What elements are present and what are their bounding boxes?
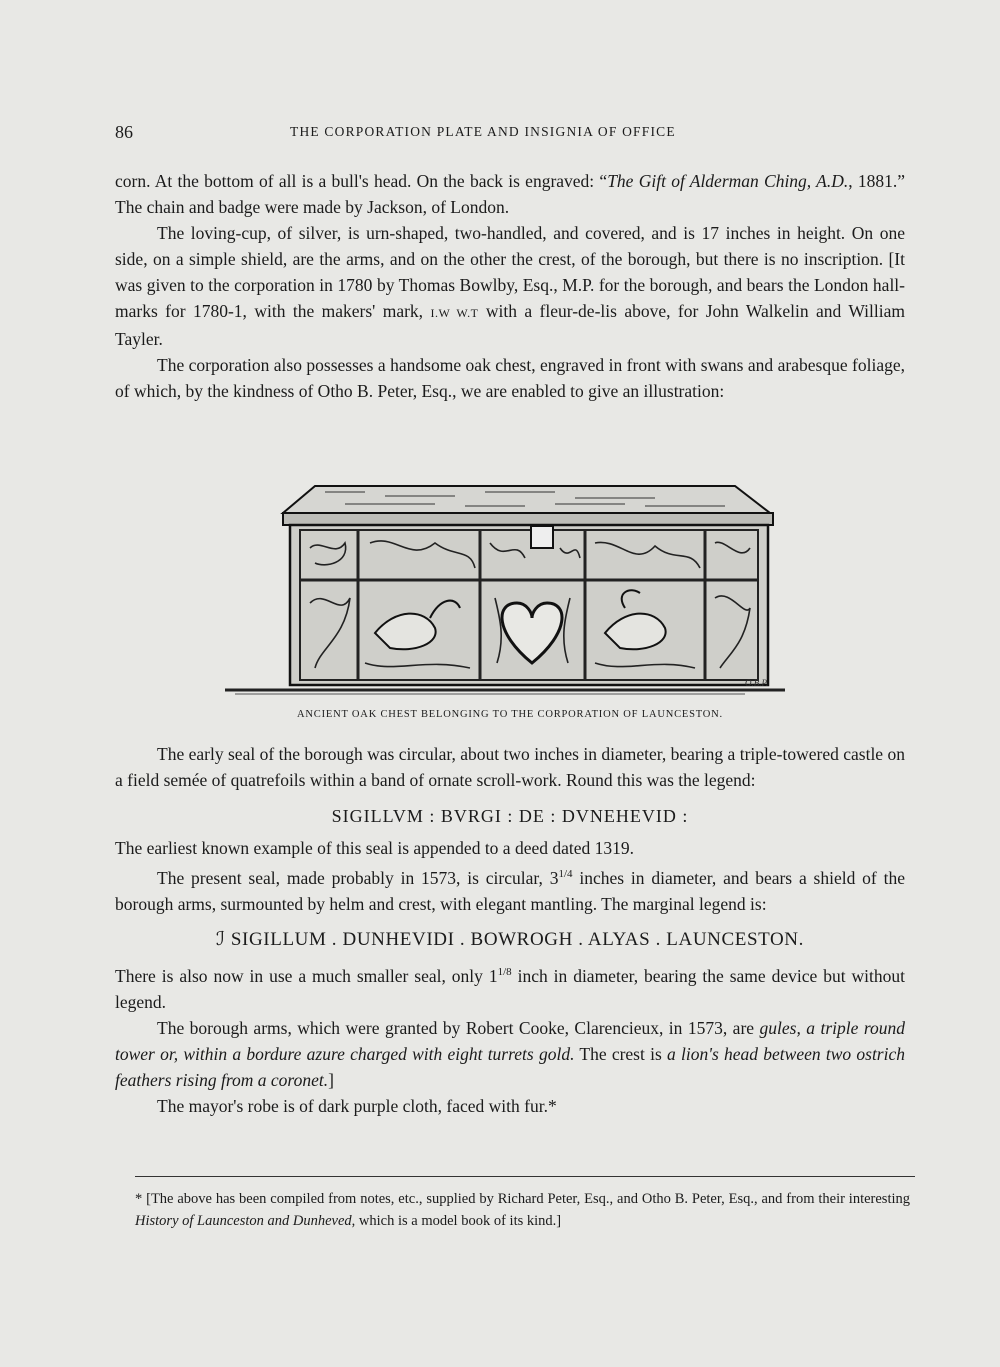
- early-seal-legend: SIGILLVM : BVRGI : DE : DVNEHEVID :: [331, 806, 689, 826]
- para1-text-a: corn. At the bottom of all is a bull's head. On the back is engraved: “: [115, 171, 608, 191]
- para8-blazon: gules, a triple round tower or, within a bordure azure charged with eight turrets gold.: [115, 1017, 905, 1064]
- para7-fraction: 1/8: [497, 965, 512, 978]
- footnote-text-a: * [The above has been compiled from notes, etc., supplied by Richard Peter, Esq., and Otho B. Peter, Esq., and from their interesting: [135, 1191, 910, 1207]
- para6-fraction: 1/4: [558, 868, 573, 880]
- para8-text-e: ]: [328, 1069, 334, 1090]
- para7-text-a: There is also now in use a much smaller seal, only 1: [115, 965, 498, 986]
- paragraph-earliest-example: The earliest known example of this seal is appended to a deed dated 1319.: [115, 838, 635, 858]
- para2-text-a: The loving-cup, of silver, is urn-shaped, two-handled, and covered, and is 17 inches in height. On one side, on a simple shield, are the arms, and on the other the crest, of the borough, but there is no inscription. [It was given to the corporation in 1780 by Thomas Bowlby, Esq., M.P. for the borough, and bears the London hall-marks for 1780-1, with the makers' mark,: [115, 223, 905, 321]
- paragraph-bull-head: [115, 168, 905, 220]
- footnote-book-title: History of Launceston and Dunheved: [135, 1213, 352, 1229]
- para8-text-a: The borough arms, which were granted by Robert Cooke, Clarencieux, in 1573, are: [157, 1017, 760, 1038]
- footnote-rule: [135, 1176, 915, 1177]
- page-number: 86: [115, 122, 133, 142]
- paragraph-early-seal: The early seal of the borough was circular, about two inches in diameter, bearing a triple-towered castle on a field semée of quatrefoils within a band of ornate scroll-work. Round this was the legend:: [115, 744, 905, 790]
- paragraph-borough-arms: [115, 1015, 905, 1093]
- paragraph-smaller-seal: [115, 959, 905, 1015]
- para1-italic: The Gift of Alderman Ching, A.D.: [607, 171, 849, 191]
- para8-text-c: The crest is: [574, 1043, 668, 1064]
- makers-mark: I.W W.T: [430, 306, 479, 320]
- oak-chest-illustration: [225, 468, 790, 708]
- para2-text-b: with a fleur-de-lis above, for John Walkelin and William Tayler.: [115, 301, 905, 349]
- paragraph-mayors-robe: The mayor's robe is of dark purple cloth, faced with fur.*: [157, 1095, 557, 1116]
- para6-text-b: inches in diameter, and bears a shield of the borough arms, surmounted by helm and crest, with elegant mantling. The marginal legend is:: [115, 867, 905, 914]
- present-seal-legend: ℐ SIGILLUM . DUNHEVIDI . BOWROGH . ALYAS . LAUNCESTON.: [216, 928, 804, 950]
- para6-text-a: The present seal, made probably in 1573, is circular, 3: [157, 867, 559, 888]
- para1-text-c: , 1881.” The chain and badge were made by Jackson, of London.: [115, 171, 905, 217]
- footnote: [135, 1188, 910, 1232]
- upper-text-block: [115, 168, 905, 404]
- running-head: THE CORPORATION PLATE AND INSIGNIA OF OFFICE: [290, 124, 676, 139]
- para7-text-b: inch in diameter, bearing the same device but without legend.: [115, 965, 905, 1012]
- paragraph-oak-chest: The corporation also possesses a handsome oak chest, engraved in front with swans and arabesque foliage, of which, by the kindness of Otho B. Peter, Esq., we are enabled to give an illustration:: [115, 355, 905, 401]
- illustration-signature: O.B.P.: [745, 678, 769, 688]
- lower-text-block: [115, 741, 905, 1119]
- para8-crest: a lion's head between two ostrich feathers rising from a coronet.: [115, 1043, 905, 1090]
- page-header: [115, 122, 915, 152]
- footnote-text-c: , which is a model book of its kind.]: [351, 1213, 562, 1229]
- paragraph-present-seal: [115, 861, 905, 917]
- illustration-caption: ANCIENT OAK CHEST BELONGING TO THE CORPORATION OF LAUNCESTON.: [297, 709, 723, 720]
- paragraph-loving-cup: [115, 220, 905, 352]
